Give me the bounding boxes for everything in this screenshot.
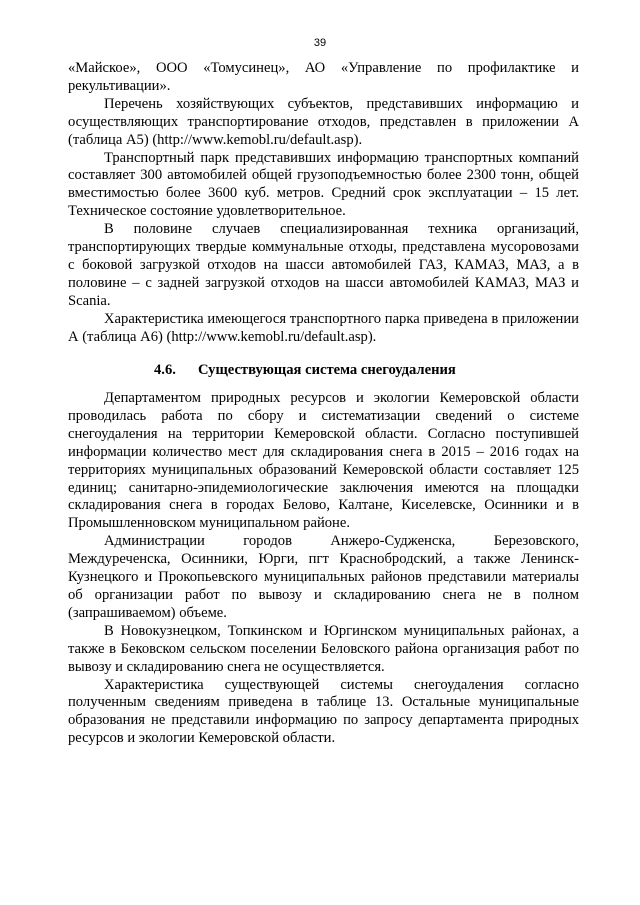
- paragraph-transport-fleet: Транспортный парк представивших информацию транспортных компаний составляет 300 автомобилей общей грузоподъемностью более 2300 тонн, общей вместимостью более 3600 куб. метров. Средний срок эксплуатации – 15 лет. Техническое состояние удовлетворительное.: [68, 149, 579, 220]
- text-block-snow-removal: [68, 390, 579, 748]
- section-heading: [154, 361, 456, 379]
- paragraph-table-reference: Характеристика существующей системы снегоудаления согласно полученным сведениям приведена в таблице 13. Остальные муниципальные образования не представили информацию по запросу департамента природных ресурсов и экологии Кемеровской области.: [68, 676, 579, 747]
- paragraph-continuation: «Майское», ООО «Томусинец», АО «Управление по профилактике и рекультивации».: [68, 60, 579, 94]
- page-number: 39: [313, 37, 327, 49]
- section-number: 4.6.: [154, 362, 176, 378]
- paragraph-administrations: Администрации городов Анжеро-Судженска, Березовского, Междуреченска, Осинники, Юрги, пгт Краснобродский, а также Ленинск-Кузнецкого и Прокопьевского муниципальных районов представили материалы об организации работ по вывозу и складированию снега не в полном (запрашиваемом) объеме.: [68, 533, 579, 621]
- section-title: Существующая система снегоудаления: [198, 362, 456, 378]
- paragraph-entities-list: Перечень хозяйствующих субъектов, представивших информацию и осуществляющих транспортирование отходов, представлен в приложении А (таблица А5) (http://www.kemobl.ru/default.asp).: [68, 95, 579, 148]
- paragraph-vehicle-types: В половине случаев специализированная техника организаций, транспортирующих твердые коммунальные отходы, представлена мусоровозами с боковой загрузкой отходов на шасси автомобилей ГАЗ, КАМАЗ, МАЗ, а в половине – с задней загрузкой отходов на шасси автомобилей КАМАЗ, МАЗ и Scania.: [68, 221, 579, 309]
- paragraph-fleet-characteristics: Характеристика имеющегося транспортного парка приведена в приложении А (таблица А6) (http://www.kemobl.ru/default.asp).: [68, 310, 579, 345]
- text-block-transport: [68, 60, 579, 347]
- paragraph-snow-data-collection: Департаментом природных ресурсов и экологии Кемеровской области проводилась работа по сбору и систематизации сведений о системе снегоудаления на территории Кемеровской области. Согласно поступившей информации количество мест для складирования снега в 2015 – 2016 годах на территориях муниципальных образований Кемеровской области составляет 125 единиц; санитарно-эпидемиологические заключения имеются на площадки складирования снега в городах Белово, Калтане, Киселевске, Осинники и в Промышленновском муниципальном районе.: [68, 390, 579, 532]
- paragraph-no-snow-removal: В Новокузнецком, Топкинском и Юргинском муниципальных районах, а также в Бековском сельском поселении Беловского района организация работ по вывозу и складированию снега не осуществляется.: [68, 622, 579, 675]
